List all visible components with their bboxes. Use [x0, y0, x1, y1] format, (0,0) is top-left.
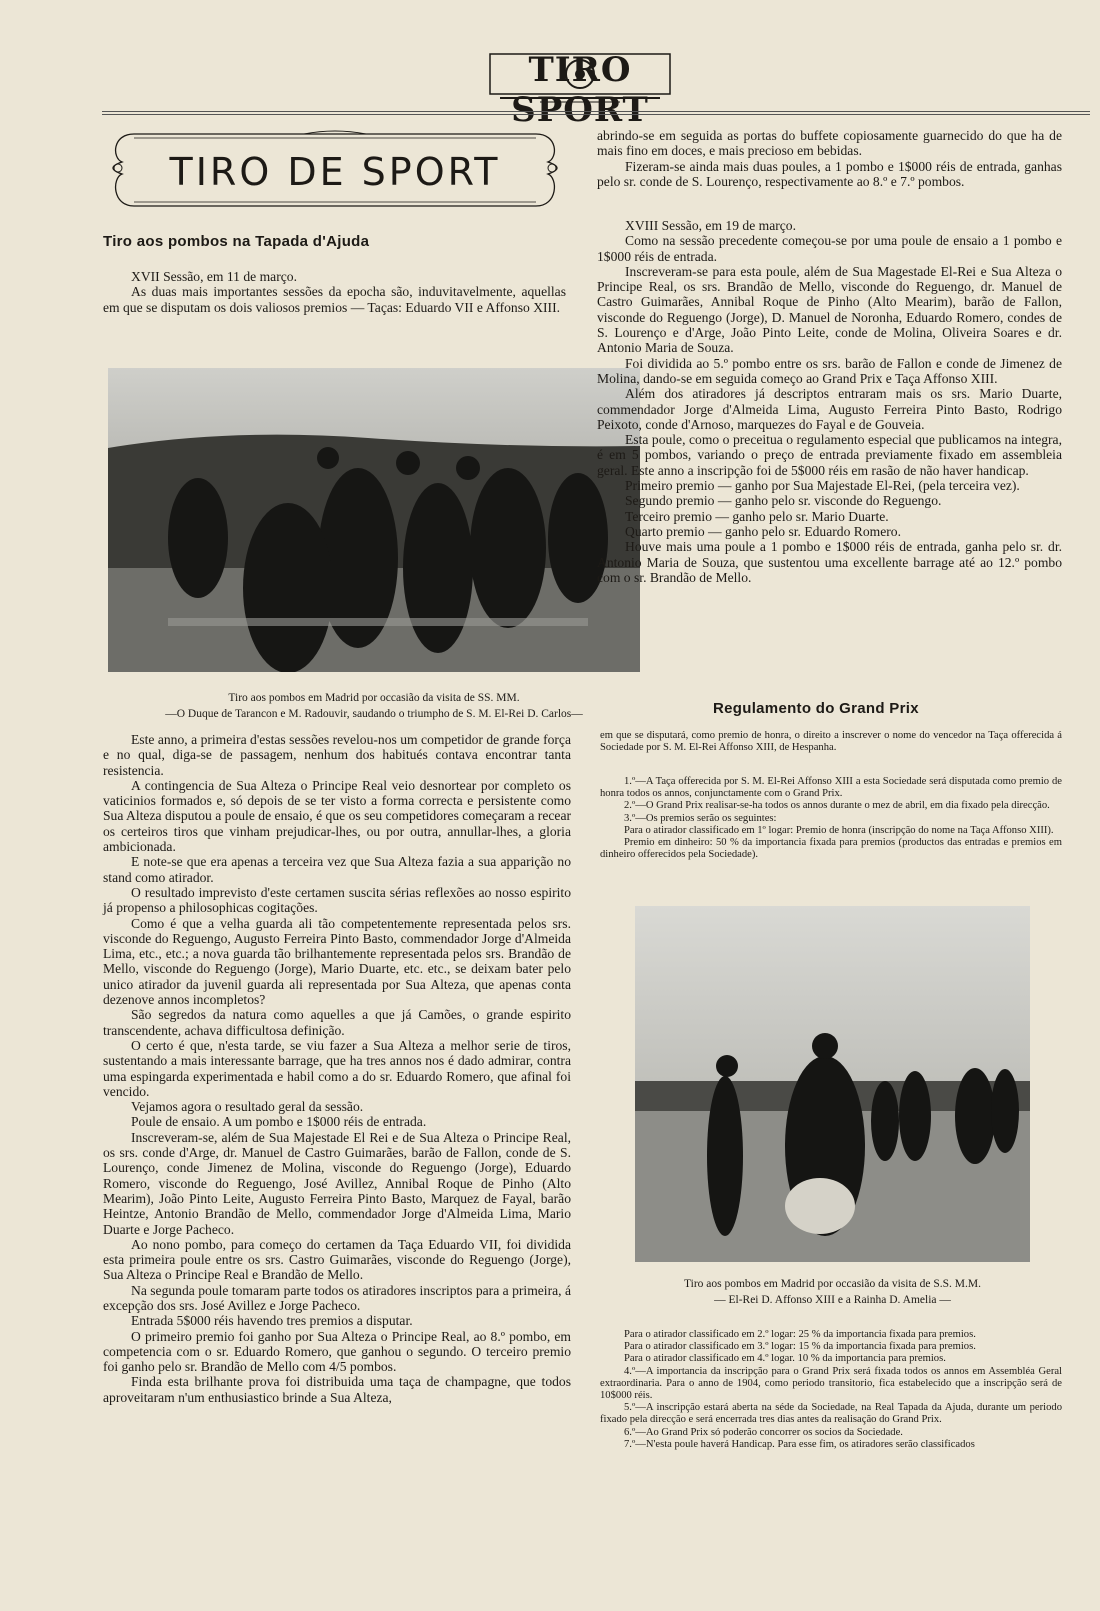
regulamento-item: Para o atirador classificado em 2.º logar: 25 % da importancia fixada para premios.: [624, 1329, 976, 1340]
regulamento-item: 7.º—N'esta poule haverá Handicap. Para esse fim, os atiradores serão classificados: [624, 1438, 975, 1450]
body-paragraph: Ao nono pombo, para começo do certamen da Taça Eduardo VII, foi dividida esta primeira poule entre os srs. Castro Guimarães, visconde do Reguengo (Jorge), Sua Alteza o Principe Real e Brandão de Mello.: [103, 1236, 571, 1283]
regulamento-intro: [600, 730, 1062, 754]
article-heading: Tiro aos pombos na Tapada d'Ajuda: [103, 233, 370, 250]
photo-king-queen: [635, 906, 1030, 1262]
body-paragraph: Quarto premio — ganho pelo sr. Eduardo Romero.: [625, 523, 901, 539]
photo1-caption-line2: —O Duque de Tarancon e M. Radouvir, saudando o triumpho de S. M. El-Rei D. Carlos—: [165, 708, 583, 720]
regulamento-item: 3.º—Os premios serão os seguintes:: [624, 812, 777, 824]
body-paragraph: Houve mais uma poule a 1 pombo e 1$000 réis de entrada, ganha pelo sr. dr. Antonio Maria de Souza, que sustentou uma excellente barrage até ao 12.º pombo com o sr. Brandão de Mello.: [597, 539, 1062, 585]
photo2-caption-line2: — El-Rei D. Affonso XIII e a Rainha D. Amelia —: [714, 1294, 951, 1306]
intro-paragraph: As duas mais importantes sessões da epocha são, induvitavelmente, aquellas em que se disputam os dois valiosos premios — Taças: Eduardo VII e Affonso XIII.: [103, 284, 566, 315]
body-paragraph: Vejamos agora o resultado geral da sessão.: [131, 1099, 364, 1115]
right-column-mid: [597, 218, 1062, 585]
regulamento-item: 6.º—Ao Grand Prix só poderão concorrer os socios da Sociedade.: [624, 1426, 903, 1438]
masthead-title: TIRO SPORT: [511, 50, 649, 130]
body-paragraph: Inscreveram-se, além de Sua Majestade El Rei e de Sua Alteza o Principe Real, os srs. conde d'Arge, dr. Manuel de Castro Guimarães, barão de Fallon, conde de S. Lourenço, conde Jimenez de Molina, visconde do Reguengo (Jorge), Eduardo Romero, visconde do Reguengo, José Avillez, Annibal Roque de Pinho (Alto Mearim), João Pinto Leite, Augusto Ferreira Pinto Basto, Marquez de Fayal, barão Heintze, Antonio Brandão de Mello, commendador Jorge d'Almeida Lima, Mario Duarte e Jorge Pacheco.: [103, 1129, 571, 1237]
regulamento-item: 1.º—A Taça offerecida por S. M. El-Rei Affonso XIII a esta Sociedade será disputada como premio de honra todos os annos, conjunctamente com o Grand Prix.: [600, 776, 1062, 800]
regulamento-item: Para o atirador classificado em 3.º logar: 15 % da importancia fixada para premios.: [624, 1341, 976, 1353]
regulamento-heading: Regulamento do Grand Prix: [713, 700, 919, 717]
body-paragraph: Como é que a velha guarda ali tão competentemente representada pelos srs. visconde do Reguengo, Augusto Ferreira Pinto Basto, commendador Jorge d'Almeida Lima, etc., etc.; a nova guarda tão brilhantemente representada pelos srs. Brandão de Mello, visconde do Reguengo (Jorge), Mario Duarte, etc. etc., se deixam bater pelo unico atirador da juvenil guarda ali representada por Sua Alteza, que apenas conta dezenove annos incompletos?: [103, 915, 571, 1008]
body-paragraph: Fizeram-se ainda mais duas poules, a 1 pombo e 1$000 réis de entrada, ganhas pelo sr. conde de S. Lourenço, respectivamente ao 8.º e 7.º pombos.: [597, 158, 1062, 189]
regulamento-item: 4.º—A importancia da inscripção para o Grand Prix será fixada todos os annos em Assembléa Geral extraordinaria. Para o anno de 1904, como periodo transitorio, fica estabelecido que a inscripção será de 10$000 réis.: [600, 1365, 1062, 1402]
regulamento-item: Para o atirador classificado em 1º logar: Premio de honra (inscripção do nome na Taça Affonso XIII).: [624, 824, 1054, 836]
photo2-caption-line1: Tiro aos pombos em Madrid por occasião da visita de S.S. M.M.: [684, 1278, 981, 1290]
body-paragraph: Segundo premio — ganho pelo sr. visconde do Reguengo.: [625, 493, 942, 509]
photo1-caption-line1: Tiro aos pombos em Madrid por occasião da visita de SS. MM.: [228, 692, 520, 704]
regulamento-item: Para o atirador classificado em 4.º logar. 10 % da importancia para premios.: [624, 1353, 946, 1365]
body-paragraph: Entrada 5$000 réis havendo tres premios a disputar.: [131, 1313, 413, 1329]
body-paragraph: Finda esta brilhante prova foi distribuida uma taça de champagne, que todos aproveitaram n'um enthusiastico brinde a Sua Alteza,: [103, 1374, 571, 1405]
photo2-caption: [635, 1276, 1030, 1308]
body-paragraph: Inscreveram-se para esta poule, além de Sua Magestade El-Rei e Sua Alteza o Principe Real, os srs. Brandão de Mello, visconde do Reguengo, dr. Manuel de Castro Guimarães, Annibal Roque de Pinho (Alto Mearim), barão de Fallon, visconde do Reguengo (Jorge), D. Manuel de Noronha, Eduardo Romero, condes de S. Lourenço e d'Arge, João Pinto Leite, conde de Molina, Oliveira Soares e dr. Antonio Maria de Souza.: [597, 263, 1062, 356]
right-column-top: [597, 128, 1062, 189]
body-paragraph: Além dos atiradores já descriptos entraram mais os srs. Mario Duarte, commendador Jorge d'Almeida Lima, Augusto Ferreira Pinto Basto, Rodrigo Peixoto, conde d'Arnoso, marquezes do Fayal e de Gouveia.: [597, 386, 1062, 432]
intro-paragraph: XVII Sessão, em 11 de março.: [131, 269, 297, 284]
regulamento-items: [600, 776, 1062, 861]
body-paragraph: Poule de ensaio. A um pombo e 1$000 réis de entrada.: [131, 1114, 427, 1130]
body-paragraph: Foi dividida ao 5.º pombo entre os srs. barão de Fallon e conde de Jimenez de Molina, dando-se em seguida começo ao Grand Prix e Taça Affonso XIII.: [597, 355, 1062, 386]
photo-crowd-madrid: [108, 368, 640, 672]
top-rule-2: [102, 114, 1090, 115]
body-paragraph: XVIII Sessão, em 19 de março.: [625, 218, 797, 233]
regulamento-continued: [600, 1329, 1062, 1451]
body-paragraph: Esta poule, como o preceitua o regulamento especial que publicamos na integra, é em 5 pombos, variando o preço de entrada previamente fixado em assembleia geral. Este anno a inscripção foi de 5$000 réis em rasão de não haver handicap.: [597, 432, 1062, 478]
regulamento-item: 5.º—A inscripção estará aberta na séde da Sociedade, na Real Tapada da Ajuda, durante um periodo fixado pela direcção e será encerrada tres dias antes da realisação do Grand Prix.: [600, 1402, 1062, 1426]
body-paragraph: São segredos da natura como aquelles a que já Camões, o grande espirito transcendente, achava difficultosa definição.: [103, 1007, 571, 1038]
top-rule: [102, 111, 1090, 112]
body-paragraph: abrindo-se em seguida as portas do buffete copiosamente guarnecido do que ha de mais fino em doces, e mais precioso em bebidas.: [597, 128, 1062, 159]
body-paragraph: Terceiro premio — ganho pelo sr. Mario Duarte.: [625, 508, 889, 524]
body-paragraph: Na segunda poule tomaram parte todos os atiradores inscriptos para a primeira, á excepção dos srs. José Avillez e Jorge Pacheco.: [103, 1282, 571, 1313]
body-paragraph: Este anno, a primeira d'estas sessões revelou-nos um competidor de grande força e no qual, diga-se de passagem, nenhum dos habitués contava encontrar tanta resistencia.: [103, 732, 571, 778]
body-paragraph: O resultado imprevisto d'este certamen suscita sérias reflexões ao nosso espirito já propenso a philosophicas cogitações.: [103, 884, 571, 916]
section-title: TIRO DE SPORT: [169, 150, 501, 194]
photo1-caption: [108, 690, 640, 722]
body-paragraph: O primeiro premio foi ganho por Sua Alteza o Principe Real, ao 8.º pombo, em competencia com o sr. Eduardo Romero, que ganhou o segundo. O terceiro premio foi ganho pelo sr. Brandão de Mello com 4/5 pombos.: [103, 1328, 571, 1375]
body-paragraph: Como na sessão precedente começou-se por uma poule de ensaio a 1 pombo e 1$000 réis de entrada.: [597, 233, 1062, 264]
regulamento-item: 2.º—O Grand Prix realisar-se-ha todos os annos durante o mez de abril, em dia fixado pela direcção.: [624, 800, 1050, 812]
left-column-body: [103, 732, 571, 1405]
body-paragraph: E note-se que era apenas a terceira vez que Sua Alteza fazia a sua apparição no stand como atirador.: [103, 854, 571, 885]
article-intro: [103, 269, 566, 315]
regulamento-intro-text: em que se disputará, como premio de honra, o direito a inscrever o nome do vencedor na Taça offerecida á Sociedade por S. M. El-Rei Affonso XIII, de Hespanha.: [600, 730, 1062, 754]
regulamento-item: Premio em dinheiro: 50 % da importancia fixada para premios (productos das entradas e premios em dinheiro offerecidos pela Sociedade).: [600, 837, 1062, 861]
body-paragraph: A contingencia de Sua Alteza o Principe Real veio desnortear por completo os vaticinios formados e, só depois de se ter visto a forma correcta e persistente como Sua Alteza disputou a poule de ensaio, é que os seu competidores começaram a recear os certeiros tiros que vinham prejudicar-lhes, ou por outra, annullar-lhes, a gloria ambicionada.: [103, 777, 571, 855]
body-paragraph: O certo é que, n'esta tarde, se viu fazer a Sua Alteza a melhor serie de tiros, sustentando a mais interessante barrage, que ha tres annos nos é dado admirar, contra uma espingarda experimentada e habil como a do sr. Eduardo Romero, que afinal foi vencido.: [103, 1037, 571, 1099]
body-paragraph: Primeiro premio — ganho por Sua Majestade El-Rei, (pela terceira vez).: [625, 478, 1020, 494]
